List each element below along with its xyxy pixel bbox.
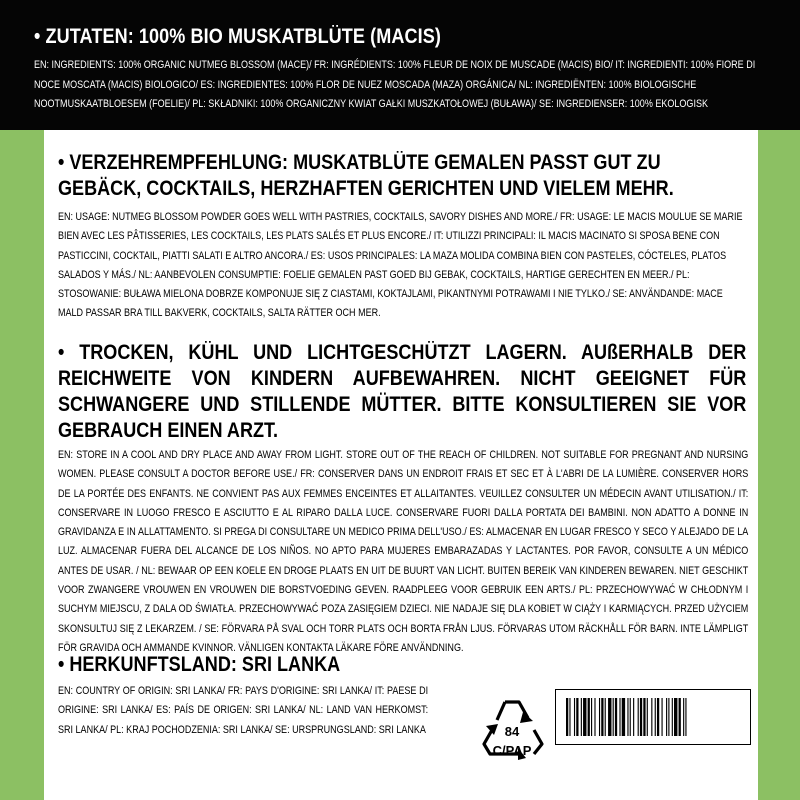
usage-heading: • VERZEHREMPFEHLUNG: MUSKATBLÜTE GEMALEN PASST GUT ZU GEBÄCK, COCKTAILS, HERZHAFTEN GERICHTEN UND VIELEM MEHR. (58, 151, 674, 200)
usage-section (58, 150, 748, 324)
barcode-bar (591, 698, 592, 736)
storage-translations: EN: STORE IN A COOL AND DRY PLACE AND AWAY FROM LIGHT. STORE OUT OF THE REACH OF CHILDREN. NOT SUITABLE FOR PREGNANT AND NURSING WOMEN. PLEASE CONSULT A DOCTOR BEFORE USE./ FR: CONSERVER DANS UN ENDROIT FRAIS ET SEC ET À L'ABRI DE LA LUMIÈRE. CONSERVER HORS DE LA PORTÉE DES ENFANTS. NE CONVIENT PAS AUX FEMMES ENCEINTES ET ALLAITANTES. VEUILLEZ CONSULTER UN MÉDECIN AVANT UTILISATION./ IT: CONSERVARE IN LUOGO FRESCO E ASCIUTTO E AL RIPARO DALLA LUCE. CONSERVARE FUORI DALLA PORTATA DEI BAMBINI. NON ADATTO A DONNE IN GRAVIDANZA E IN ALLATTAMENTO. SI PREGA DI CONSULTARE UN MEDICO PRIMA DELL'USO./ ES: ALMACENAR EN LUGAR FRESCO Y SECO Y ALEJADO DE LA LUZ. ALMACENAR FUERA DEL ALCANCE DE LOS NIÑOS. NO APTO PARA MUJERES EMBARAZADAS Y LACTANTES. POR FAVOR, CONSULTE A UN MÉDICO ANTES DE USAR. / NL: BEWAAR OP EEN KOELE EN DROGE PLAATS EN UIT DE BUURT VAN LICHT. BUITEN BEREIK VAN KINDEREN BEWAREN. NIET GESCHIKT VOOR ZWANGERE VROUWEN EN VROUWEN DIE BORSTVOEDING GEVEN. RAADPLEEG VOOR GEBRUIK EEN ARTS./ PL: PRZECHOWYWAĆ W CHŁODNYM I SUCHYM MIEJSCU, Z DALA OD ŚWIATŁA. PRZECHOWYWAĆ POZA ZASIĘGIEM DZIECI. NIE NADAJE SIĘ DLA KOBIET W CIĄŻY I KARMIĄCYCH. PRZED UŻYCIEM SKONSULTUJ SIĘ Z LEKARZEM. / SE: FÖRVARA PÅ SVAL OCH TORR PLATS OCH BORTA FRÅN LJUS. FÖRVARAS UTOM RÄCKHÅLL FÖR BARN. INTE LÄMPLIGT FÖR GRAVIDA OCH AMMANDE KVINNOR. VÄNLIGEN KONTAKTA LÄKARE FÖRE ANVÄNDNING. (58, 449, 749, 654)
barcode-bar (601, 698, 603, 736)
barcode-bar (647, 698, 648, 736)
barcode-bar (643, 698, 645, 736)
barcode-bar (619, 698, 620, 736)
barcode-bar (657, 698, 659, 736)
barcode-bar (640, 698, 642, 736)
barcode-bar (594, 698, 595, 736)
barcode-bar (633, 698, 634, 736)
ingredients-heading: • ZUTATEN: 100% BIO MUSKATBLÜTE (MACIS) (34, 25, 441, 48)
barcode-icon (555, 689, 751, 745)
barcode-bar (615, 698, 617, 736)
barcode-bar (569, 698, 570, 736)
usage-translations: EN: USAGE: NUTMEG BLOSSOM POWDER GOES WELL WITH PASTRIES, COCKTAILS, SAVORY DISHES AND MORE./ FR: USAGE: LE MACIS MOULUE SE MARIE BIEN AVEC LES PÂTISSERIES, LES COCKTAILS, LES PLATS SALÉS ET PLUS ENCORE./ IT: UTILIZZI PRINCIPALI: IL MACIS MACINATO SI SPOSA BENE CON PASTICCINI, COCKTAIL, PIATTI SALATI E ALTRO ANCORA./ ES: USOS PRINCIPALES: LA MAZA MOLIDA COMBINA BIEN CON PASTELES, CÓCTELES, PLATOS SALADOS Y MÁS./ NL: AANBEVOLEN CONSUMPTIE: FOELIE GEMALEN PAST GOED BIJ GEBAK, COCKTAILS, HARTIGE GERECHTEN EN MEER./ PL: STOSOWANIE: BUŁAWA MIELONA DOBRZE KOMPONUJE SIĘ Z CIASTAMI, KOKTAJLAMI, PIKANTNYMI POTRAWAMI I NIE TYLKO./ SE: ANVÄNDANDE: MACE MALD PASSAR BRA TILL BAKVERK, COCKTAILS, SALTA RÄTTER OCH MER. (58, 211, 743, 320)
barcode-bar (599, 698, 600, 736)
barcode-bar (574, 698, 575, 736)
barcode-bar (627, 698, 628, 736)
barcode-bar (685, 698, 686, 736)
barcode-bar (683, 698, 684, 736)
barcode-bar (638, 698, 639, 736)
origin-section (58, 652, 428, 740)
barcode-bar (613, 698, 614, 736)
origin-translations: EN: COUNTRY OF ORIGIN: SRI LANKA/ FR: PAYS D'ORIGINE: SRI LANKA/ IT: PAESE DI ORIGINE: SRI LANKA/ ES: PAÍS DE ORIGEN: SRI LANKA/ NL: LAND VAN HERKOMST: SRI LANKA/ PL: KRAJ POCHODZENIA: SRI LANKA/ SE: URSPRUNGSLAND: SRI LANKA (58, 685, 429, 736)
barcode-bar (588, 698, 590, 736)
barcode-bar (662, 698, 663, 736)
barcode-bar (576, 698, 578, 736)
barcode-bar (674, 698, 677, 736)
barcode-bar (666, 698, 667, 736)
barcode-bar (679, 698, 681, 736)
recycling-number: 84 (504, 724, 520, 739)
barcode-bar (651, 698, 652, 736)
recycling-code: C/PAP (492, 743, 532, 758)
barcode-bar (566, 698, 568, 736)
barcode-bar (655, 698, 656, 736)
barcode-bar (672, 698, 673, 736)
barcode-bar (581, 698, 582, 736)
ingredients-translations: EN: INGREDIENTS: 100% ORGANIC NUTMEG BLOSSOM (MACE)/ FR: INGRÉDIENTS: 100% FLEUR DE NOIX DE MUSCADE (MACIS) BIO/ IT: INGREDIENTI: 100% FIORE DI NOCE MOSCATA (MACIS) BIOLOGICO/ ES: INGREDIENTES: 100% FLOR DE NUEZ MOSCADA (MAZA) ORGÁNICA/ NL: INGREDIËNTEN: 100% BIOLOGISCHE NOOTMUSKAATBLOESEM (FOELIE)/ PL: SKŁADNIKI: 100% ORGANICZNY KWIAT GAŁKI MUSZKATOŁOWEJ (BUŁAWA)/ SE: INGREDIENSER: 100% EKOLOGISK (34, 59, 756, 110)
barcode-bar (608, 698, 611, 736)
barcode-bar (605, 698, 606, 736)
storage-heading: • TROCKEN, KÜHL UND LICHTGESCHÜTZT LAGERN. AUßERHALB DER REICHWEITE VON KINDERN AUFBEWAHREN. NICHT GEEIGNET FÜR SCHWANGERE UND STILLENDE MÜTTER. BITTE KONSULTIEREN SIE VOR GEBRAUCH EINEN ARZT. (58, 341, 747, 442)
barcode-bar (622, 698, 625, 736)
storage-section (58, 340, 748, 658)
origin-heading: • HERKUNFTSLAND: SRI LANKA (58, 653, 341, 676)
ingredients-band (0, 0, 800, 130)
barcode-bar (668, 698, 669, 736)
barcode-bar (583, 698, 586, 736)
barcode-bar (630, 698, 631, 736)
